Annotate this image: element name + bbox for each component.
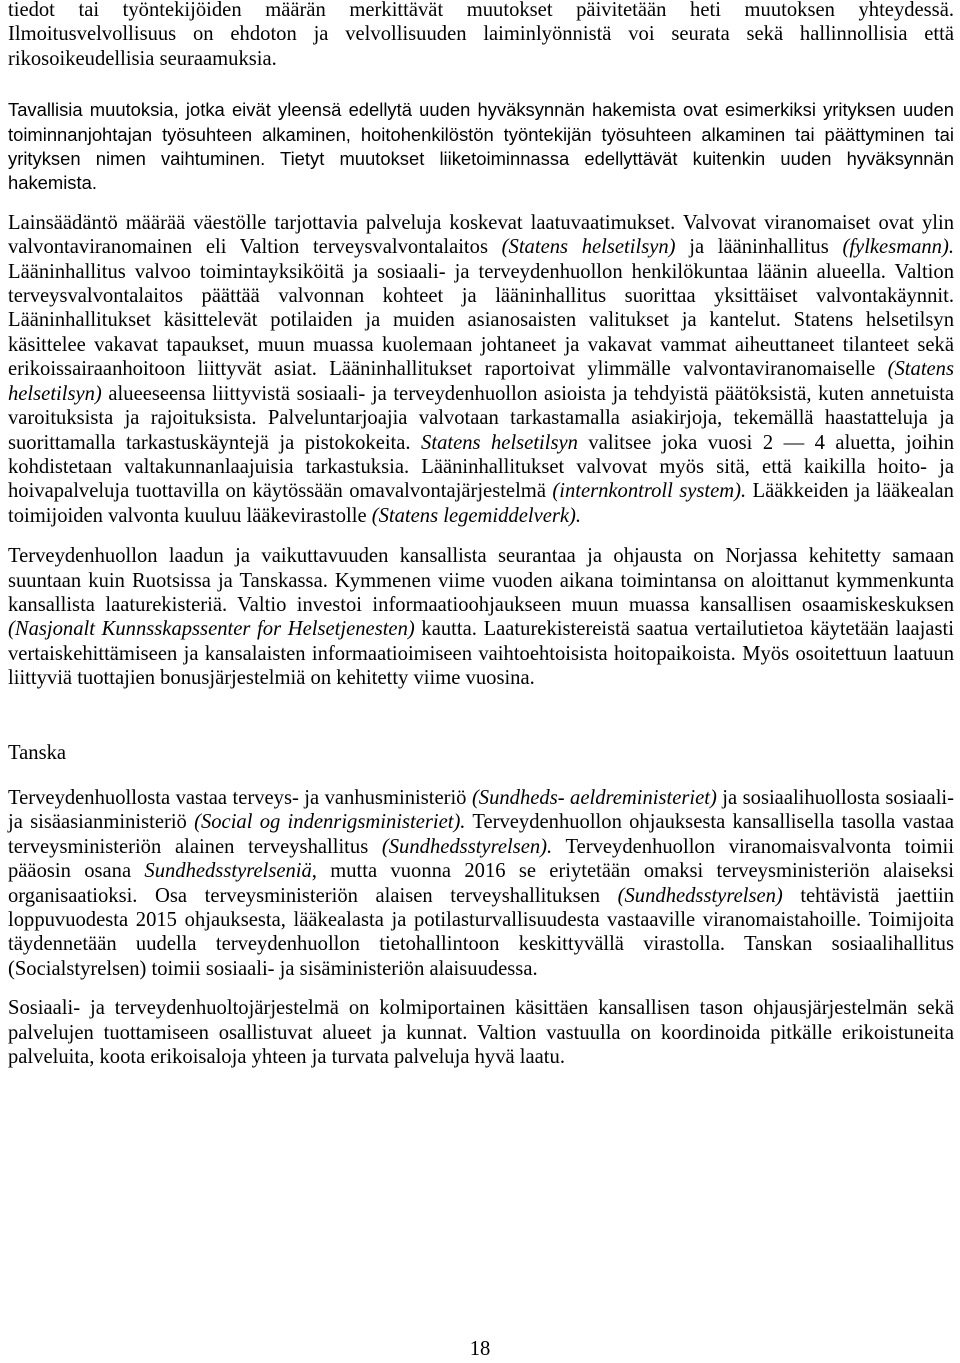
text-run: Terveydenhuollon viranomaisvalvonta toimii pääosin osana bbox=[8, 835, 954, 883]
italic-term: Statens helsetilsyn bbox=[421, 431, 578, 454]
text-run: kautta. Laaturekistereistä saatua vertailutietoa käytetään laajasti vertaiskehittämiseen ja kansalaisten informaatioimiseen vaihtoehtoisista hoitopaikoista. Myös osoitettuun laatuun liittyviä tuottajien bonusjärjestelmiä on kehitetty viime vuosina. bbox=[8, 618, 954, 690]
paragraph-denmark-system: Sosiaali- ja terveydenhuoltojärjestelmä on kolmiportainen käsittäen kansallisen tason ohjausjärjestelmän sekä palvelujen tuottamiseen osallistuvat alueet ja kunnat. Valtion vastuulla on koordinoida pitkälle erikoistuneita palveluita, koota erikoisaloja yhteen ja turvata palveluja hyvä laatu. bbox=[8, 997, 954, 1069]
text-run: , mutta vuonna 2016 se eriytetään omaksi terveysministeriön alaiseksi organisaatioksi. Osa terveysministeriön alaisen terveyshallituksen bbox=[8, 860, 955, 907]
text-run: valitsee joka vuosi 2 — 4 aluetta, joihin kohdistetaan valtakunnanlaajuisia tarkastuksia. Lääninhallitukset valvovat myös sitä, että kaikilla hoito- ja hoivapalveluja tuottavilla on käytössään omavalvontajärjestelmä bbox=[8, 431, 954, 503]
italic-term: (internkontroll system). bbox=[552, 480, 747, 503]
text-run: Terveydenhuollon ohjauksesta kansallisella tasolla vastaa terveysministeriön alainen terveyshallitus bbox=[8, 811, 954, 858]
italic-term: (Statens helsetilsyn) bbox=[501, 236, 676, 259]
text-run: Lääninhallitus valvoo toimintayksiköitä ja sosiaali- ja terveydenhuollon henkilökuntaa läänin alueella. Valtion terveysvalvontalaitos päättää valvonnan kohteet ja lääninhallitus suorittaa yksittäiset valvontakäynnit. Lääninhallitukset käsittelevät potilaiden ja muiden asianosaisten valitukset ja kantelut. Statens helsetilsyn käsittelee vakavat tapaukset, muun muassa kuolemaan johtaneet ja vakavat vammat aiheuttaneet tilanteet sekä erikoissairaanhoitoon liittyvät asiat. Lääninhallitukset raportoivat ylimmälle valvontaviranomaiselle bbox=[8, 260, 954, 381]
text-run: Terveydenhuollosta vastaa terveys- ja vanhusministeriö bbox=[8, 786, 472, 809]
paragraph-notification-duty: tiedot tai työntekijöiden määrän merkittävät muutokset päivitetään heti muutoksen yhteydessä. Ilmoitusvelvollisuus on ehdoton ja velvollisuuden laiminlyönnistä voi seurata sekä hallinnollisia että rikosoikeudellisia seuraamuksia. bbox=[8, 0, 954, 70]
italic-term: (Social og indenrigsministeriet). bbox=[194, 811, 466, 834]
text-run: Terveydenhuollon laadun ja vaikuttavuuden kansallista seurantaa ja ohjausta on Norjassa kehitetty samaan suuntaan kuin Ruotsissa ja Tanskassa. Kymmenen viime vuoden aikana toimintansa on aloittanut kymmenkunta kansallista laaturekisteriä. Valtio investoi informaatioohjaukseen muun muassa kansallisen osaamiskeskuksen bbox=[8, 545, 954, 616]
paragraph-typical-changes: Tavallisia muutoksia, jotka eivät yleensä edellytä uuden hyväksynnän hakemista ovat esimerkiksi yrityksen uuden toiminnanjohtajan työsuhteen alkaminen, hoitohenkilöstön työntekijän työsuhteen alkaminen tai päättyminen tai yrityksen nimen vaihtuminen. Tietyt muutokset liiketoiminnassa edellyttävät kuitenkin uuden hyväksynnän hakemista. bbox=[8, 99, 954, 194]
document-page bbox=[8, 0, 954, 1069]
paragraph-norway-quality bbox=[8, 544, 954, 690]
text-run: ja sosiaalihuollosta sosiaali- ja sisäasianministeriö bbox=[8, 786, 955, 834]
italic-term: (Sundheds- aeldreministeriet) bbox=[471, 786, 717, 809]
text-run: tehtävistä jaettiin loppuvuodesta 2015 ohjauksesta, lääkealasta ja potilasturvallisuudesta vastaaville viranomaistahoille. Toimijoita täydennetään uudella terveydenhuollon tietohallintoon keskittyvällä virastolla. Tanskan sosiaalihallitus (Socialstyrelsen) toimii sosiaali- ja sisäministeriön alaisuudessa. bbox=[8, 884, 955, 980]
paragraph-denmark-ministries bbox=[8, 786, 954, 981]
paragraph-norway-supervision bbox=[8, 211, 954, 528]
italic-term: (Statens helsetilsyn) bbox=[8, 358, 954, 405]
page-number: 18 bbox=[469, 1338, 491, 1360]
italic-term: (Sundhedsstyrelsen). bbox=[381, 835, 553, 858]
text-run: Lainsäädäntö määrää väestölle tarjottavia palveluja koskevat laatuvaatimukset. Valvovat viranomaiset ovat ylin valvontaviranomainen eli Valtion terveysvalvontalaitos bbox=[8, 211, 954, 259]
text-run: Lääkkeiden ja lääkealan toimijoiden valvonta kuuluu lääkevirastolle bbox=[8, 480, 954, 527]
italic-term: Sundhedsstyrelseniä bbox=[144, 860, 312, 883]
italic-term: (Sundhedsstyrelsen) bbox=[617, 884, 783, 907]
italic-term: (fylkesmann). bbox=[842, 236, 954, 259]
italic-term: (Nasjonalt Kunnsskapssenter for Helsetjenesten) bbox=[8, 618, 415, 641]
text-run: ja lääninhallitus bbox=[675, 236, 843, 259]
section-heading-tanska: Tanska bbox=[8, 741, 67, 764]
italic-term: (Statens legemiddelverk). bbox=[371, 504, 582, 527]
text-run: alueeseensa liittyvistä sosiaali- ja terveydenhuollon asioista ja tehdyistä päätöksistä, kuten annetuista varoituksista ja rajoituksista. Palveluntarjoajia valvotaan tarkastamalla asiakirjoja, tekemällä haastatteluja ja suorittamalla tarkastuskäyntejä ja pistokokeita. bbox=[8, 382, 954, 454]
